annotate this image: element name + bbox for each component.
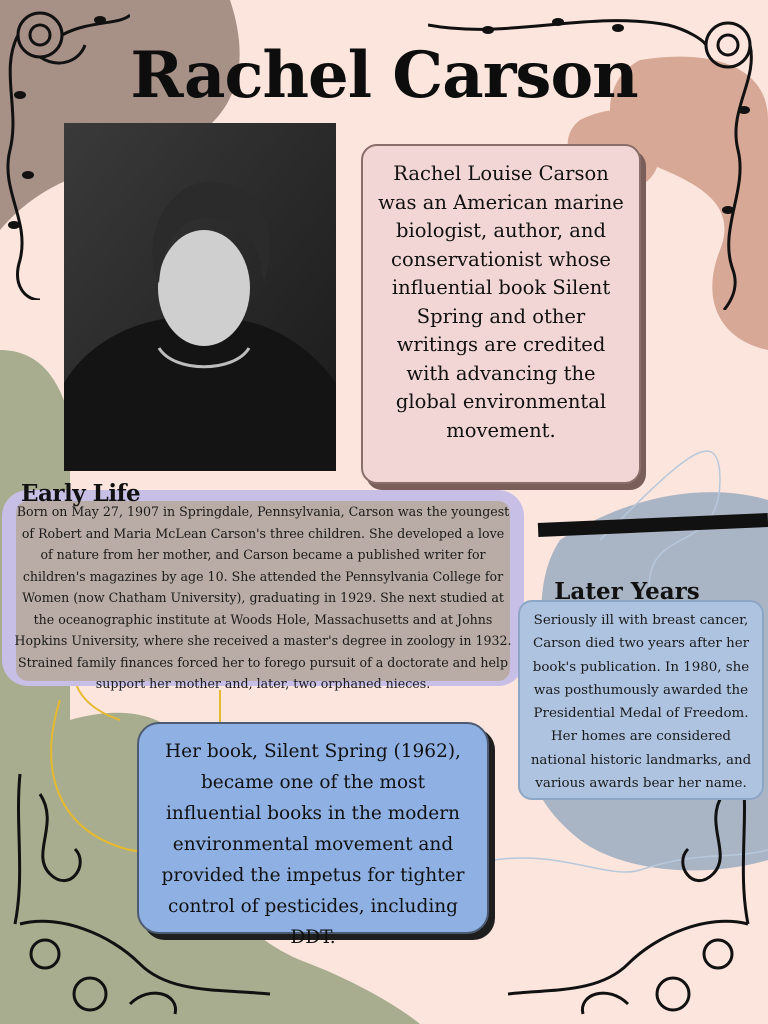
later-years-text: Seriously ill with breast cancer, Carson died two years after her book's publication. In 1980, she was posthumously awarded the Presidential Medal of Freedom. Her homes are considered national historic landmarks, and various awards bear her name. (530, 613, 752, 792)
early-life-heading: Early Life (21, 480, 141, 507)
page-title: Rachel Carson (130, 38, 638, 113)
silent-spring-card (137, 722, 489, 948)
silent-spring-text: Her book, Silent Spring (1962), became one of the most influential books in the modern environmental movement and provided the impetus for tighter control of pesticides, including DDT. (161, 741, 465, 948)
portrait-photo (64, 123, 336, 471)
intro-text: Rachel Louise Carson was an American marine biologist, author, and conservationist whose influential book Silent Spring and other writings are credited with advancing the global environmental movement. (378, 162, 624, 442)
later-years-card (518, 600, 764, 800)
portrait-icon (64, 123, 336, 471)
intro-card (361, 144, 641, 484)
later-years-heading: Later Years (554, 578, 700, 605)
early-life-text: Born on May 27, 1907 in Springdale, Pennsylvania, Carson was the youngest of Robert and Maria McLean Carson's three children. She developed a love of nature from her mother, and Carson became a published writer for children's magazines by age 10. She attended the Pennsylvania College for Women (now Chatham University), graduating in 1929. She next studied at the oceanographic institute at Woods Hole, Massachusetts and at Johns Hopkins University, where she received a master's degree in zoology in 1932. Strained family finances forced her to forego pursuit of a doctorate and help support her mother and, later, two orphaned nieces. (14, 504, 512, 691)
bottom-right-ornament-icon (508, 764, 768, 1024)
